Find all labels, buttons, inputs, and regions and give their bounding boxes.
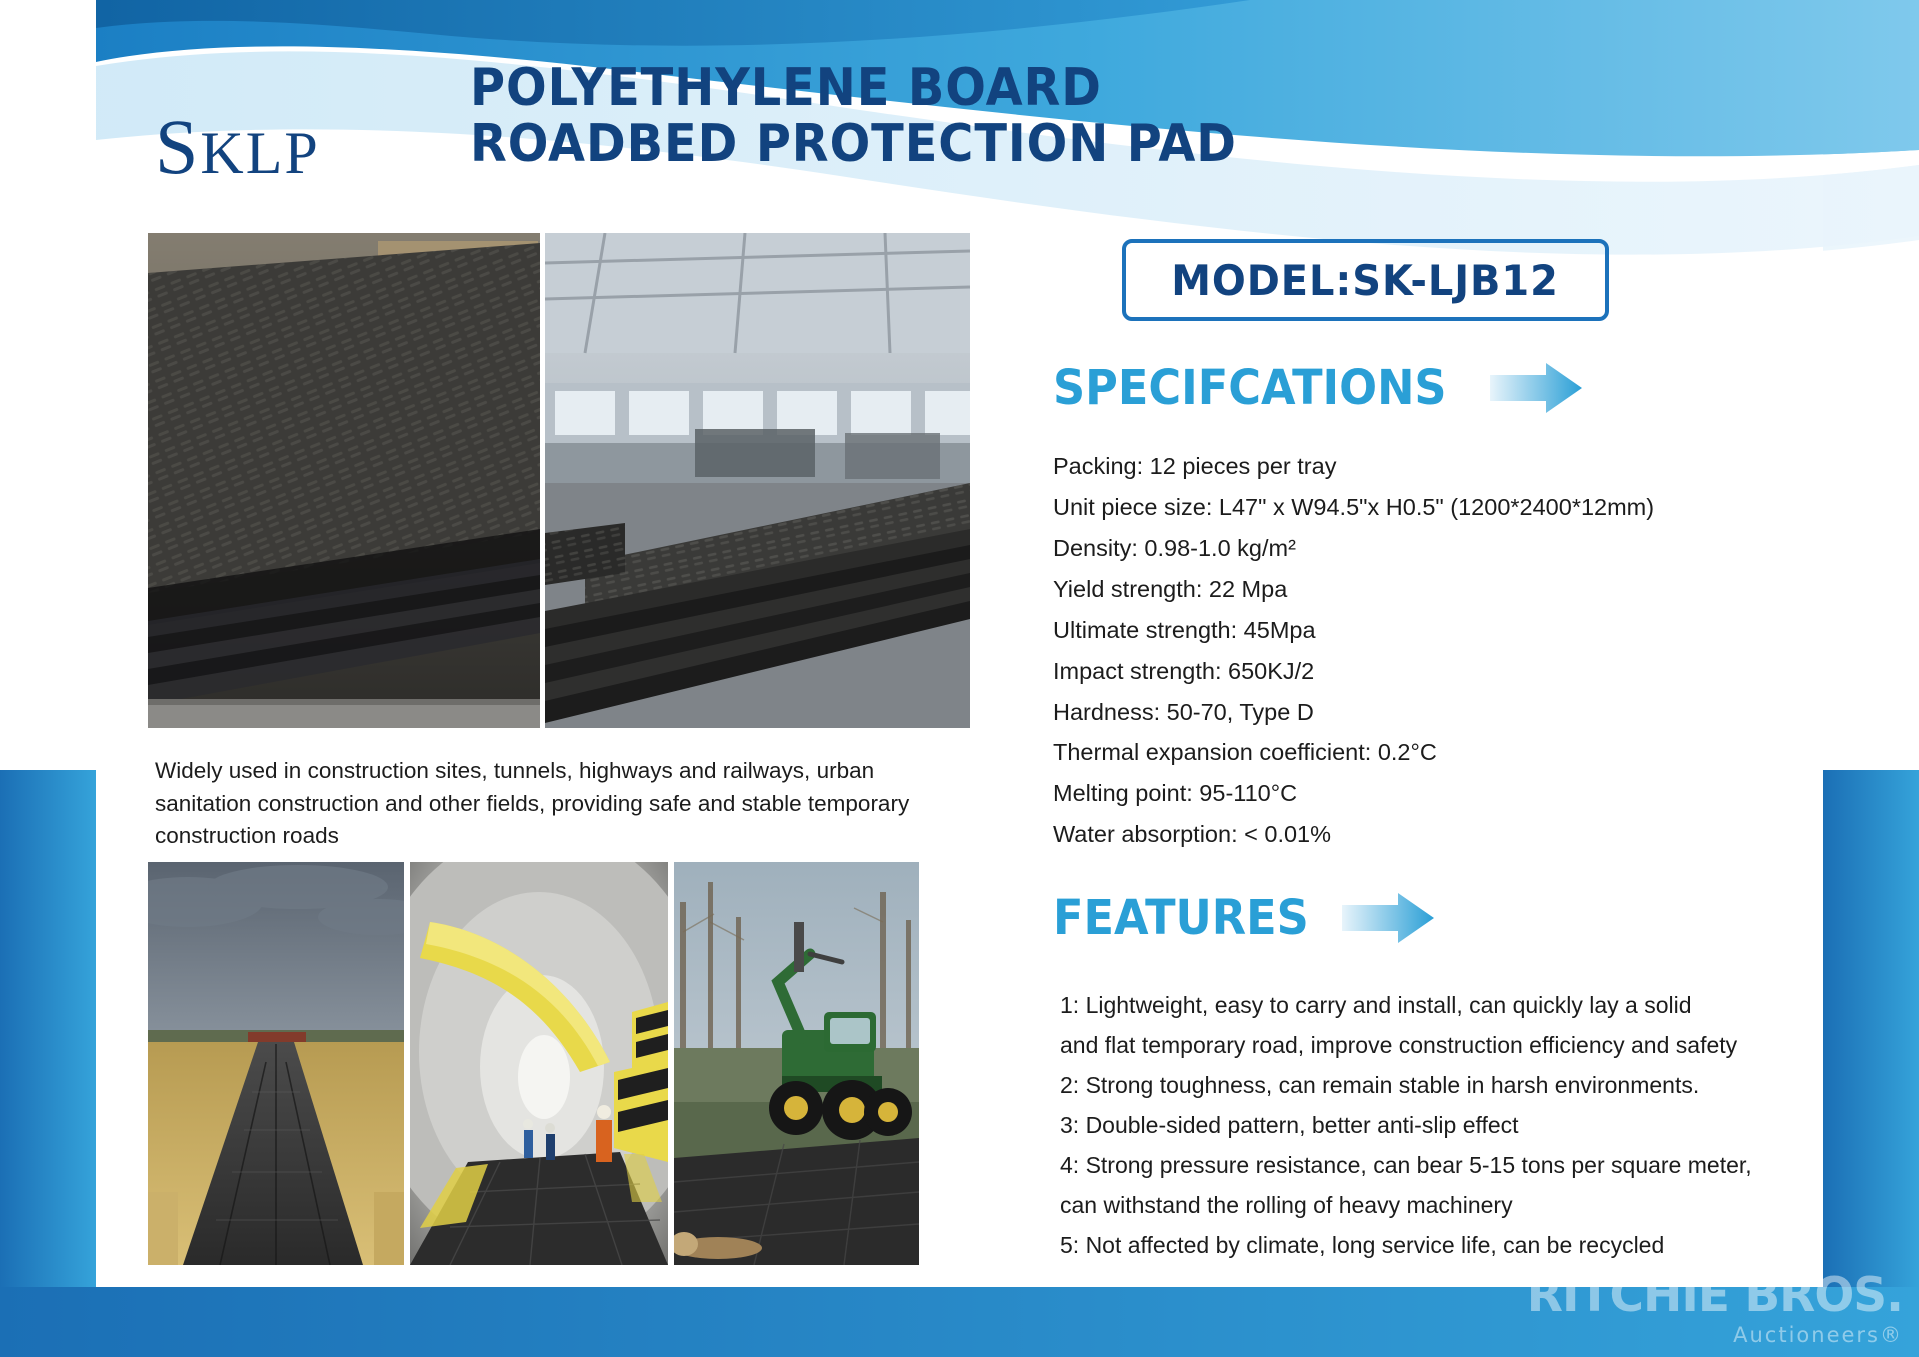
specifications-title: SPECIFCATIONS	[1053, 360, 1447, 416]
spec-item: Packing: 12 pieces per tray	[1053, 453, 1337, 479]
features-heading	[1053, 890, 1434, 946]
product-photo-warehouse-stack	[545, 233, 970, 728]
page-title	[470, 58, 1450, 175]
application-photo-heavy-machine	[674, 862, 919, 1265]
watermark-main: RITCHIE BROS.	[1526, 1268, 1903, 1323]
application-photo-tunnel	[410, 862, 668, 1265]
feature-item: can withstand the rolling of heavy machinery	[1060, 1192, 1513, 1219]
spec-item: Yield strength: 22 Mpa	[1053, 575, 1288, 602]
feature-item: 4: Strong pressure resistance, can bear 5-15 tons per square meter,	[1060, 1152, 1752, 1179]
feature-item: and flat temporary road, improve construction efficiency and safety	[1060, 1032, 1738, 1059]
photo-1-graphic	[148, 233, 540, 728]
watermark-sub: Auctioneers®	[1733, 1323, 1903, 1347]
model-label: MODEL:SK-LJB12	[1171, 255, 1560, 305]
photo-3-graphic	[148, 862, 404, 1265]
feature-item: 5: Not affected by climate, long service life, can be recycled	[1060, 1232, 1665, 1259]
spec-item: Melting point: 95-110°C	[1053, 780, 1298, 807]
spec-item: Ultimate strength: 45Mpa	[1053, 616, 1316, 643]
arrow-right-icon	[1490, 361, 1582, 415]
spec-item: Impact strength: 650KJ/2	[1053, 657, 1315, 684]
spec-item: Water absorption: < 0.01%	[1053, 821, 1332, 848]
feature-item: 2: Strong toughness, can remain stable in harsh environments.	[1060, 1072, 1700, 1099]
features-list	[1060, 988, 1860, 1268]
model-badge	[1122, 239, 1609, 321]
photo-5-graphic	[674, 862, 919, 1265]
arrow-right-icon	[1342, 891, 1434, 945]
feature-item: 3: Double-sided pattern, better anti-slip effect	[1060, 1112, 1519, 1139]
spec-item: Density: 0.98-1.0 kg/m²	[1053, 534, 1296, 561]
specifications-list	[1053, 450, 1843, 859]
photo-2-graphic	[545, 233, 970, 728]
logo-initial: S	[155, 103, 201, 190]
application-photo-field-road	[148, 862, 404, 1265]
title-line-1: POLYETHYLENE BOARD	[470, 58, 1102, 118]
caption-text: Widely used in construction sites, tunnels, highways and railways, urban sanitation construction and other fields, providing safe and stable temporary construction roads	[155, 758, 910, 849]
spec-item: Thermal expansion coefficient: 0.2°C	[1053, 739, 1437, 766]
title-line-2: ROADBED PROTECTION PAD	[470, 114, 1237, 175]
photo-4-graphic	[410, 862, 668, 1265]
feature-item: 1: Lightweight, easy to carry and install, can quickly lay a solid	[1060, 992, 1692, 1018]
spec-item: Unit piece size: L47" x W94.5"x H0.5" (1200*2400*12mm)	[1053, 493, 1655, 520]
spec-item: Hardness: 50-70, Type D	[1053, 698, 1314, 725]
specifications-heading	[1053, 360, 1582, 416]
features-title: FEATURES	[1053, 890, 1309, 946]
logo-rest: KLP	[200, 120, 320, 186]
product-photo-stacked-mats	[148, 233, 540, 728]
brand-logo	[155, 103, 320, 190]
